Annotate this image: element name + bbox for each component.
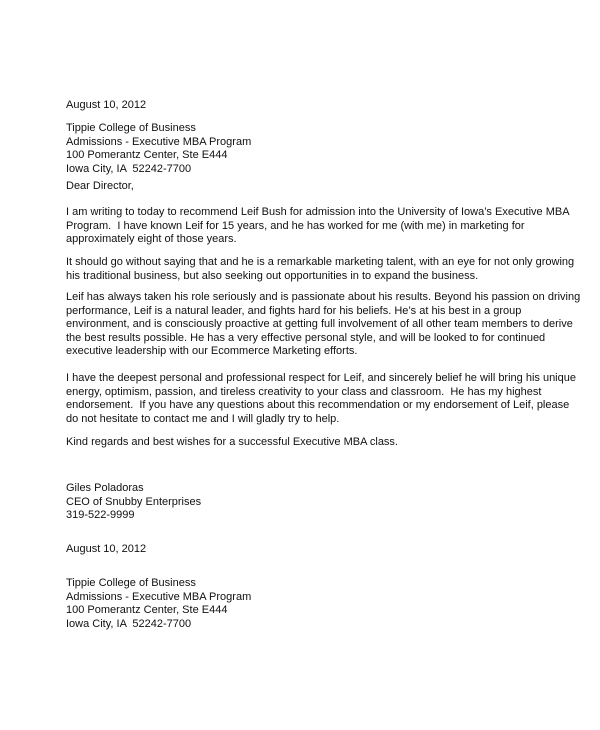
paragraph-line: performance, Leif is a natural leader, and fights hard for his beliefs. He’s at his best in a group [66, 304, 522, 317]
address-line: 100 Pomerantz Center, Ste E444 [66, 604, 228, 617]
address-line: Tippie College of Business [66, 122, 196, 134]
address-line: Iowa City, IA 52242-7700 [66, 617, 192, 630]
paragraph-line: environment, and is consciously proactive at getting full involvement of all other team members to derive [66, 318, 573, 331]
paragraph-line: do not hesitate to contact me and I will gladly try to help. [66, 412, 340, 425]
paragraph-line: Program. I have known Leif for 15 years, and he has worked for me (with me) in marketing for [66, 219, 525, 232]
paragraph-line: It should go without saying that and he is a remarkable marketing talent, with an eye for not only growing [66, 256, 575, 268]
paragraph-line: executive leadership with our Ecommerce Marketing efforts. [66, 345, 358, 358]
paragraph-line: his traditional business, but also seeking out opportunities in to expand the business. [66, 269, 479, 282]
paragraph-line: the best results possible. He has a very effective personal style, and will be looked to for continued [66, 331, 546, 344]
salutation [66, 180, 134, 194]
letter-date-2 [66, 543, 146, 557]
paragraph-line: approximately eight of those years. [66, 233, 237, 246]
address-line: Admissions - Executive MBA Program [66, 590, 252, 603]
letter-date [66, 99, 146, 113]
closing [66, 436, 398, 450]
address-line: Admissions - Executive MBA Program [66, 135, 252, 148]
signer-name: Giles Poladoras [66, 482, 144, 494]
address-line: Tippie College of Business [66, 577, 196, 589]
salutation-text: Dear Director, [66, 180, 134, 192]
paragraph-line: endorsement. If you have any questions about this recommendation or my endorsement of Leif, please [66, 399, 570, 412]
paragraph-line: energy, optimism, passion, and tireless creativity to your class and classroom. He has my highest [66, 385, 542, 398]
signature-block [66, 482, 201, 523]
paragraph-line: Kind regards and best wishes for a successful Executive MBA class. [66, 436, 398, 448]
paragraph-1 [66, 206, 570, 247]
date-text: August 10, 2012 [66, 543, 147, 555]
address-line: Iowa City, IA 52242-7700 [66, 162, 192, 175]
address-line: 100 Pomerantz Center, Ste E444 [66, 149, 228, 162]
date-text: August 10, 2012 [66, 99, 147, 111]
paragraph-line: I have the deepest personal and professional respect for Leif, and sincerely belief he will bring his unique [66, 372, 576, 384]
signer-phone: 319-522-9999 [66, 509, 135, 522]
recipient-address-2 [66, 577, 251, 631]
paragraph-4 [66, 372, 576, 426]
paragraph-line: Leif has always taken his role seriously and is passionate about his results. Beyond his passion on driving [66, 291, 581, 303]
paragraph-3 [66, 291, 580, 359]
paragraph-2 [66, 256, 574, 283]
signer-title: CEO of Snubby Enterprises [66, 495, 202, 508]
recipient-address [66, 122, 251, 176]
paragraph-line: I am writing to today to recommend Leif Bush for admission into the University of Iowa’s Executive MBA [66, 206, 570, 218]
